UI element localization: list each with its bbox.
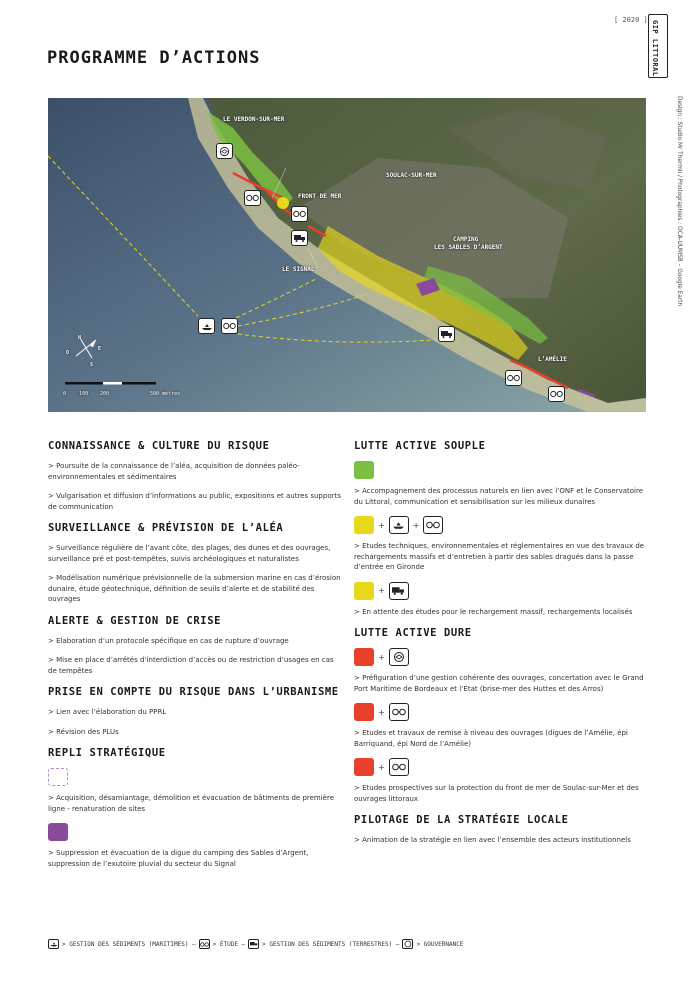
legend-row <box>354 703 654 721</box>
red-swatch <box>354 648 374 666</box>
right-column <box>354 440 654 856</box>
section-pilotage <box>354 814 654 846</box>
section-repli <box>48 747 344 869</box>
governance-icon <box>389 648 409 666</box>
study-icon <box>389 758 409 776</box>
list-item: > En attente des études pour le rechargement massif, rechargements localisés <box>354 607 633 616</box>
plus-sign: + <box>378 586 385 595</box>
list-item: > Etudes et travaux de remise à niveau des ouvrages (digues de l’Amélie, épi Barriquand, épi Nord de l’Amélie) <box>354 729 628 748</box>
scale-500: 500 mètres <box>150 391 181 397</box>
page-title: PROGRAMME D’ACTIONS <box>47 48 261 68</box>
compass-n: N <box>78 335 82 341</box>
boat-icon <box>48 939 59 949</box>
label-sables: LES SABLES D’ARGENT <box>434 244 503 251</box>
scale-0: 0 <box>63 391 67 397</box>
section-title: REPLI STRATÉGIQUE <box>48 747 166 759</box>
list-item: > Vulgarisation et diffusion d’informations au public, expositions et autres supports de communication <box>48 492 341 511</box>
map-graphic <box>48 98 646 412</box>
list-item: > Mise en place d’arrêtés d’interdiction d’accès ou de restriction d’usages en cas de tempêtes <box>48 656 334 675</box>
yellow-swatch <box>354 582 374 600</box>
footer-text: > GESTION DES SÉDIMENTS (TERRESTRES) – <box>262 940 400 948</box>
plus-sign: + <box>378 520 385 530</box>
brand-label: GIP LITTORAL <box>651 20 659 77</box>
list-item: > Lien avec l’élaboration du PPRL <box>48 708 167 716</box>
boat-icon <box>389 516 409 534</box>
legend-row <box>354 648 654 666</box>
credits-text: Design : Studio Mr Thermil / Photographies : OCA-UUMSB – Google Earth <box>676 96 682 307</box>
label-amelie: L’AMÉLIE <box>538 356 567 363</box>
footer-text: > GESTION DES SÉDIMENTS (MARITIMES) – <box>62 940 196 948</box>
truck-icon <box>438 326 455 342</box>
footer-legend <box>48 939 463 949</box>
green-swatch <box>354 461 374 479</box>
section-title: LUTTE ACTIVE SOUPLE <box>354 440 486 452</box>
aerial-map <box>48 98 646 412</box>
study-icon <box>199 939 210 949</box>
legend-row <box>354 758 654 776</box>
section-alerte <box>48 615 344 677</box>
plus-sign: + <box>378 652 385 662</box>
truck-icon <box>248 939 259 949</box>
list-item: > Modélisation numérique prévisionnelle de la submersion marine en cas d’érosion dunaire, étude géotechnique, définition de seuils d’alerte et de stabilité des ouvrages <box>48 574 341 603</box>
label-front: FRONT DE MER <box>298 193 342 200</box>
yellow-swatch <box>354 516 374 534</box>
section-dure <box>354 627 654 804</box>
plus-sign: + <box>378 762 385 772</box>
plus-sign: + <box>412 520 420 530</box>
study-icon <box>221 318 238 334</box>
study-icon <box>505 370 522 386</box>
legend-row <box>48 823 344 841</box>
truck-icon <box>291 230 308 246</box>
list-item: > Acquisition, désamiantage, démolition et évacuation de bâtiments de première ligne - renaturation de sites <box>48 794 335 813</box>
legend-row <box>354 516 654 534</box>
year-label: [ 2020 ] <box>614 16 648 24</box>
purple-swatch <box>48 823 68 841</box>
list-item: > Poursuite de la connaissance de l’aléa, acquisition de données paléo-environnementales et sédimentaires <box>48 462 300 481</box>
study-icon <box>291 206 308 222</box>
section-title: PILOTAGE DE LA STRATÉGIE LOCALE <box>354 814 569 826</box>
list-item: > Préfiguration d’une gestion cohérente des ouvrages, concertation avec le Grand Port Maritime de Bordeaux et l’Etat (brise-mer des Huttes et des Arros) <box>354 674 644 693</box>
list-item: > Elaboration d’un protocole spécifique en cas de rupture d’ouvrage <box>48 636 289 645</box>
section-title: ALERTE & GESTION DE CRISE <box>48 614 222 627</box>
footer-text: > GOUVERNANCE <box>416 940 464 948</box>
truck-icon <box>389 582 409 600</box>
list-item: > Animation de la stratégie en lien avec l’ensemble des acteurs institutionnels <box>354 836 631 844</box>
legend-row <box>48 768 344 786</box>
label-soulac: SOULAC-SUR-MER <box>386 172 437 179</box>
list-item: > Surveillance régulière de l’avant côte, des plages, des dunes et des ouvrages, surveillance pré et post-tempêtes, suivis archéologiques et naturalistes <box>48 544 331 563</box>
list-item: > Suppression et évacuation de la digue du camping des Sables d’Argent, suppression de l’exutoire pluvial du secteur du Signal <box>48 849 309 868</box>
plus-sign: + <box>378 707 385 717</box>
section-urbanisme <box>48 686 344 737</box>
section-surveillance <box>48 522 344 605</box>
list-item: > Accompagnement des processus naturels en lien avec l’ONF et le Conservatoire du Littoral, communication et sensibilisation sur les milieux dunaires <box>354 487 644 506</box>
boat-icon <box>198 318 215 334</box>
study-icon <box>244 190 261 206</box>
scale-200: 200 <box>100 391 110 397</box>
dashed-purple-swatch <box>48 768 68 786</box>
label-camping: CAMPING <box>453 236 479 243</box>
governance-icon <box>402 939 413 949</box>
section-title: PRISE EN COMPTE DU RISQUE DANS L’URBANISME <box>48 686 339 698</box>
list-item: > Révision des PLUs <box>48 727 119 736</box>
governance-icon <box>216 143 233 159</box>
section-title: LUTTE ACTIVE DURE <box>354 627 472 639</box>
legend-row <box>354 582 654 600</box>
brand-tab <box>648 14 668 78</box>
footer-text: > ÉTUDE – <box>212 940 246 948</box>
legend-row <box>354 461 654 479</box>
compass-o: O <box>66 350 70 356</box>
left-column <box>48 440 344 879</box>
section-title: SURVEILLANCE & PRÉVISION DE L’ALÉA <box>48 522 284 534</box>
list-item: > Etudes prospectives sur la protection du front de mer de Soulac-sur-Mer et des ouvrages littoraux <box>354 784 639 803</box>
scale-100: 100 <box>79 391 89 397</box>
study-icon <box>548 386 565 402</box>
label-verdon: LE VERDON-SUR-MER <box>223 116 285 123</box>
study-icon <box>423 516 443 534</box>
red-swatch <box>354 758 374 776</box>
section-souple <box>354 440 654 617</box>
section-connaissance <box>48 440 344 512</box>
list-item: > Etudes techniques, environnementales et réglementaires en vue des travaux de rechargements massifs et d’entretien à partir des sables dragués dans la passe d’entrée en Gironde <box>354 542 645 571</box>
label-signal: LE SIGNAL <box>282 266 315 273</box>
compass-s: S <box>90 362 94 368</box>
study-icon <box>389 703 409 721</box>
section-title: CONNAISSANCE & CULTURE DU RISQUE <box>48 440 270 452</box>
compass-e: E <box>98 346 102 352</box>
red-swatch <box>354 703 374 721</box>
